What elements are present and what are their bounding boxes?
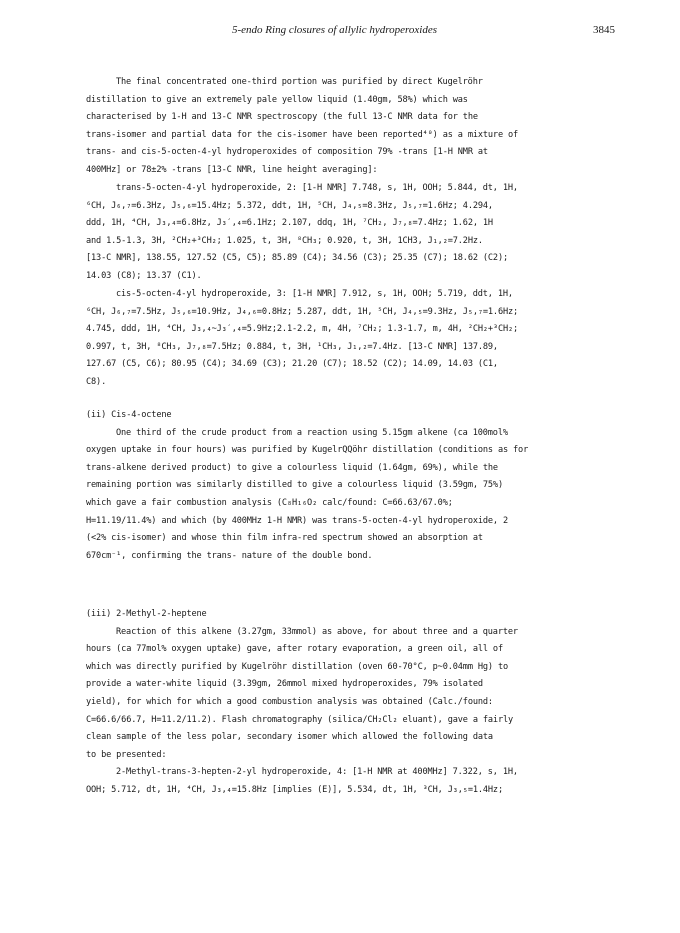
text-line: [13-C NMR], 138.55, 127.52 (C5, C5); 85.89 (C4); 34.56 (C3); 25.35 (C7); 18.62 (C2); [86,253,509,264]
text-line: provide a water-white liquid (3.39gm, 26mmol mixed hydroperoxides, 79% isolated [86,679,483,690]
section-heading: (ii) Cis-4-octene [86,410,172,420]
trans-hydroperoxide-data [86,180,606,286]
text-line: characterised by 1-H and 13-C NMR spectroscopy (the full 13-C NMR data for the [86,112,478,123]
text-line: 127.67 (C5, C6); 80.95 (C4); 34.69 (C3); 21.20 (C7); 18.52 (C2); 14.09, 14.03 (C1, [86,359,498,370]
text-line: which was directly purified by Kugelröhr distillation (oven 60-70°C, p~0.04mm Hg) to [86,661,509,672]
text-line: 400MHz] or 78±2% -trans [13-C NMR, line height averaging]: [86,164,378,175]
running-header [0,22,680,42]
text-line: cis-5-octen-4-yl hydroperoxide, 3: [1-H NMR] 7.912, s, 1H, OOH; 5.719, ddt, 1H, [116,289,513,299]
text-line: distillation to give an extremely pale yellow liquid (1.40gm, 58%) which was [86,94,468,105]
text-line: C8). [86,376,107,387]
text-line: trans- and cis-5-octen-4-yl hydroperoxides of composition 79% -trans [1-H NMR at [86,147,488,158]
text-line: 670cm⁻¹, confirming the trans- nature of the double bond. [86,550,373,561]
paragraph-final-portion [86,74,606,180]
text-line: The final concentrated one-third portion was purified by direct Kugelröhr [116,77,483,87]
section-cis-4-octene [86,407,606,565]
section-heading: (iii) 2-Methyl-2-heptene [86,609,207,619]
page-number: 3845 [593,24,615,36]
text-line: trans-alkene derived product) to give a colourless liquid (1.64gm, 69%), while the [86,462,498,473]
text-line: 14.03 (C8); 13.37 (C1). [86,270,202,281]
text-line: and 1.5-1.3, 3H, ²CH₂+³CH₂; 1.025, t, 3H, ⁸CH₃; 0.920, t, 3H, 1CH3, J₁,₂=7.2Hz. [86,235,483,246]
text-line: remaining portion was similarly distilled to give a colourless liquid (3.59gm, 75%) [86,480,503,491]
text-line: oxygen uptake in four hours) was purified by KugelrQQöhr distillation (conditions as for [86,445,529,456]
text-line: ⁶CH, J₆,₇=6.3Hz, J₅,₆=15.4Hz; 5.372, ddt, 1H, ⁵CH, J₄,₅=8.3Hz, J₅,₇=1.6Hz; 4.294, [86,200,493,211]
text-line: 0.997, t, 3H, ⁸CH₃, J₇,₈=7.5Hz; 0.884, t, 3H, ¹CH₃, J₁,₂=7.4Hz. [13-C NMR] 137.89, [86,341,498,352]
text-line: H=11.19/11.4%) and which (by 400MHz 1-H NMR) was trans-5-octen-4-yl hydroperoxide, 2 [86,515,509,526]
text-line: which gave a fair combustion analysis (C₈H₁₆O₂ calc/found: C=66.63/67.0%; [86,497,453,508]
section-2-methyl-2-heptene [86,606,606,800]
text-line: hours (ca 77mol% oxygen uptake) gave, after rotary evaporation, a green oil, all of [86,644,503,655]
text-line: yield), for which for which a good combustion analysis was obtained (Calc./found: [86,696,493,707]
text-line: OOH; 5.712, dt, 1H, ⁴CH, J₃,₄=15.8Hz [implies (E)], 5.534, dt, 1H, ³CH, J₃,₅=1.4Hz; [86,784,503,795]
text-line: 2-Methyl-trans-3-hepten-2-yl hydroperoxide, 4: [1-H NMR at 400MHz] 7.322, s, 1H, [116,767,518,778]
text-line: Reaction of this alkene (3.27gm, 33mmol) as above, for about three and a quarter [116,626,518,637]
text-line: ⁶CH, J₆,₇=7.5Hz, J₅,₆=10.9Hz, J₄,₆=0.8Hz; 5.287, ddt, 1H, ⁵CH, J₄,₅=9.3Hz, J₅,₇=1.6Hz; [86,306,519,317]
running-title: 5-endo Ring closures of allylic hydroperoxides [232,24,437,36]
text-line: ddd, 1H, ⁴CH, J₃,₄=6.8Hz, J₃′,₄=6.1Hz; 2.107, ddq, 1H, ⁷CH₂, J₇,₈=7.4Hz; 1.62, 1H [86,218,493,229]
text-line: One third of the crude product from a reaction using 5.15gm alkene (ca 100mol% [116,427,508,438]
cis-hydroperoxide-data [86,286,606,392]
text-line: (<2% cis-isomer) and whose thin film infra-red spectrum showed an absorption at [86,533,483,544]
text-line: 4.745, ddd, 1H, ⁴CH, J₃,₄~J₃′,₄=5.9Hz;2.1-2.2, m, 4H, ⁷CH₂; 1.3-1.7, m, 4H, ²CH₂+³CH₂; [86,324,519,335]
text-line: C=66.6/66.7, H=11.2/11.2). Flash chromatography (silica/CH₂Cl₂ eluant), gave a fairly [86,714,514,725]
text-line: to be presented: [86,749,167,760]
text-line: trans-isomer and partial data for the cis-isomer have been reported⁴⁰) as a mixture of [86,129,519,140]
text-line: clean sample of the less polar, secondary isomer which allowed the following data [86,732,493,743]
text-line: trans-5-octen-4-yl hydroperoxide, 2: [1-H NMR] 7.748, s, 1H, OOH; 5.844, dt, 1H, [116,183,518,193]
